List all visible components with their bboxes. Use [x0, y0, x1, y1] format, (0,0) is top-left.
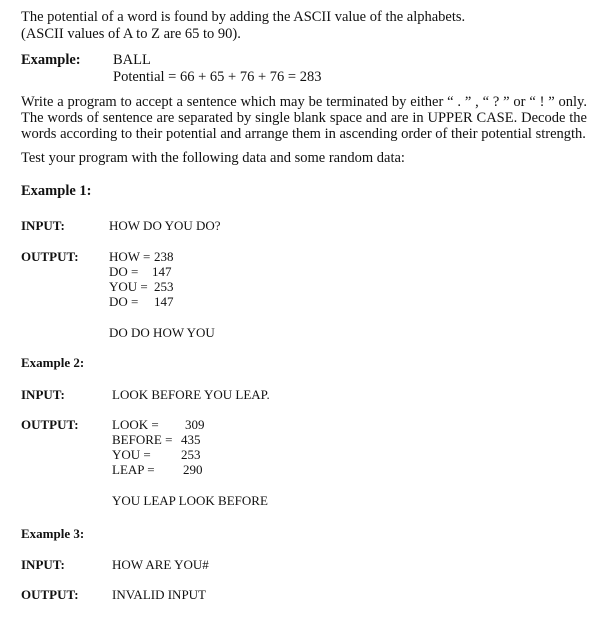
example-3-heading: Example 3: — [21, 526, 85, 541]
example-2-row-word: BEFORE = — [112, 432, 173, 447]
example-1-row-value: 147 — [154, 294, 174, 309]
example-1-output-label: OUTPUT: — [21, 249, 79, 264]
example-1-row-word: YOU = — [109, 279, 148, 294]
example-2-row-word: LOOK = — [112, 417, 159, 432]
example-1-row-word: DO = — [109, 264, 139, 279]
example-2-row-value: 290 — [183, 462, 203, 477]
example-2-output-label: OUTPUT: — [21, 417, 79, 432]
example-1-result: DO DO HOW YOU — [109, 325, 215, 340]
example-3-input: HOW ARE YOU# — [112, 557, 209, 572]
example-3-input-label: INPUT: — [21, 557, 65, 572]
example-1-heading: Example 1: — [21, 183, 92, 199]
example-word: BALL — [113, 52, 151, 68]
example-1-row-word: HOW = — [109, 249, 151, 264]
example-2-row-value: 253 — [181, 447, 201, 462]
example-label: Example: — [21, 52, 81, 68]
example-1-row-value: 238 — [154, 249, 174, 264]
example-1-row-word: DO = — [109, 294, 139, 309]
intro-line-2: (ASCII values of A to Z are 65 to 90). — [21, 26, 241, 42]
example-1-input-label: INPUT: — [21, 218, 65, 233]
test-line: Test your program with the following data and some random data: — [21, 150, 405, 166]
example-1-row-value: 147 — [152, 264, 172, 279]
example-3-output: INVALID INPUT — [112, 587, 207, 602]
example-2-input: LOOK BEFORE YOU LEAP. — [112, 387, 270, 402]
example-2-heading: Example 2: — [21, 355, 85, 370]
example-1-input: HOW DO YOU DO? — [109, 218, 221, 233]
example-2-result: YOU LEAP LOOK BEFORE — [112, 493, 268, 508]
example-formula: Potential = 66 + 65 + 76 + 76 = 283 — [113, 69, 322, 85]
example-3-output-label: OUTPUT: — [21, 587, 79, 602]
example-2-row-value: 435 — [181, 432, 201, 447]
example-2-row-value: 309 — [185, 417, 205, 432]
example-2-row-word: YOU = — [112, 447, 151, 462]
task-paragraph: Write a program to accept a sentence which may be terminated by either “ . ” , “ ? ” or “ ! ” only. The words of sentence are separated by single blank space and are in UPPER CASE. Decode the words according to their potential and arrange them in ascending order of their potential strength. — [21, 94, 587, 142]
example-1-row-value: 253 — [154, 279, 174, 294]
example-2-row-word: LEAP = — [112, 462, 155, 477]
example-2-input-label: INPUT: — [21, 387, 65, 402]
intro-line-1: The potential of a word is found by adding the ASCII value of the alphabets. — [21, 9, 466, 25]
